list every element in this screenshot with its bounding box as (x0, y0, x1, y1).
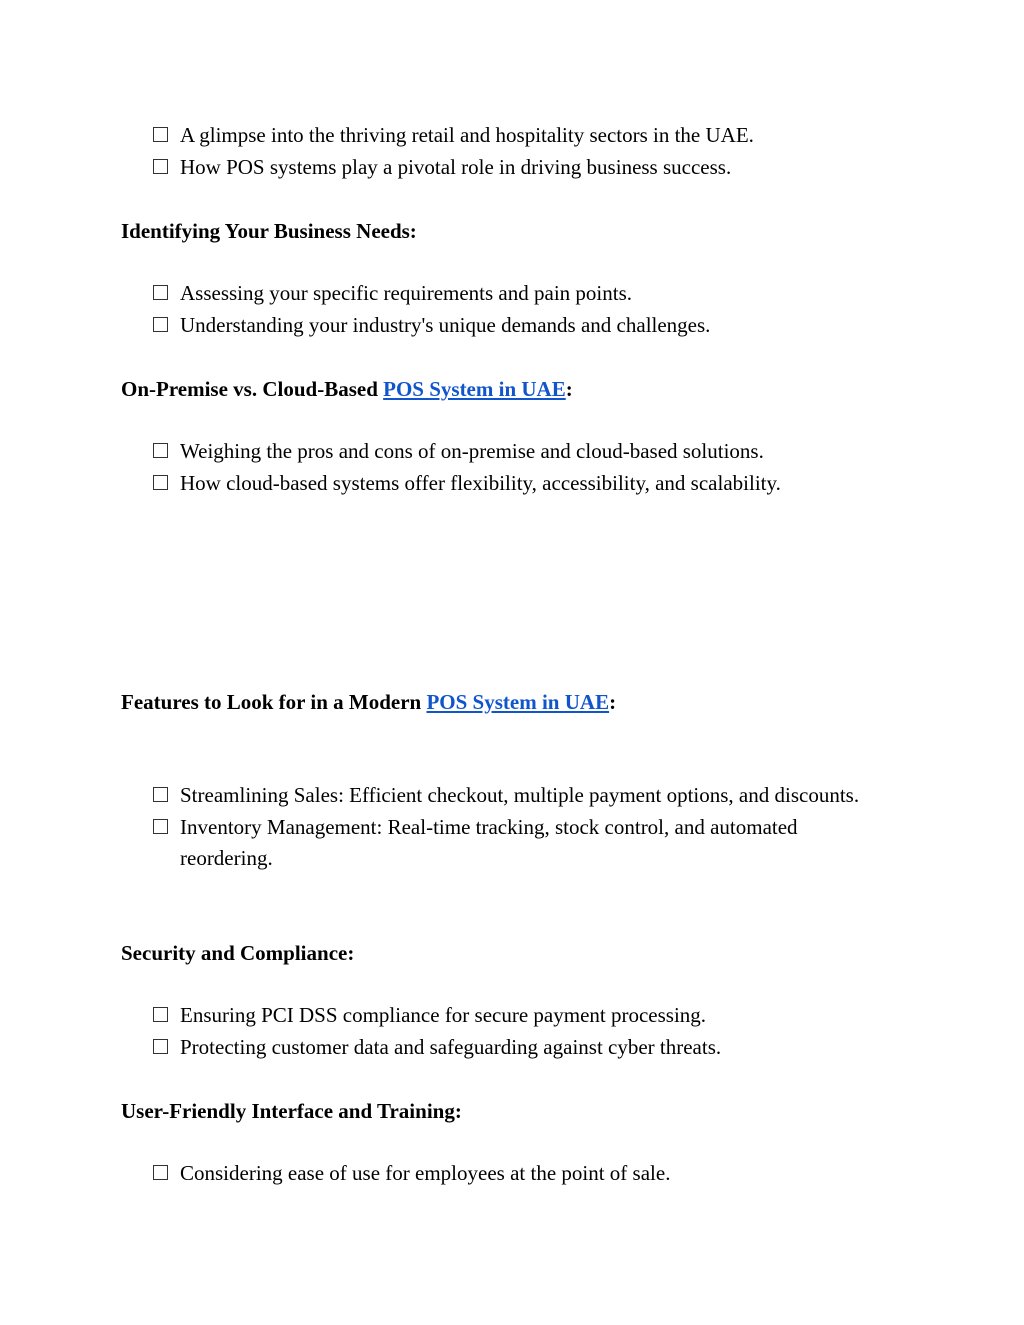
checkbox-icon (153, 127, 168, 142)
business-needs-checklist (152, 278, 892, 342)
heading-text: On-Premise vs. Cloud-Based (121, 377, 384, 401)
heading-colon: : (565, 377, 573, 401)
checkbox-icon (153, 317, 168, 332)
checkbox-icon (153, 285, 168, 300)
list-item-text: How cloud-based systems offer flexibility, accessibility, and scalability. (180, 471, 781, 495)
list-item (152, 1032, 892, 1063)
list-item-text: Considering ease of use for employees at the point of sale. (180, 1161, 671, 1185)
checkbox-icon (153, 159, 168, 174)
list-item-text: Ensuring PCI DSS compliance for secure payment processing. (180, 1003, 707, 1027)
list-item-text: Assessing your specific requirements and pain points. (180, 281, 632, 305)
list-item (152, 812, 892, 874)
list-item (152, 468, 892, 499)
checkbox-icon (153, 1039, 168, 1054)
list-item-text: Inventory Management: Real-time tracking, stock control, and automated reordering. (180, 815, 798, 870)
list-item-text: How POS systems play a pivotal role in driving business success. (180, 155, 732, 179)
checkbox-icon (153, 787, 168, 802)
checkbox-icon (153, 1007, 168, 1022)
list-item (152, 278, 892, 309)
list-item-text: Weighing the pros and cons of on-premise and cloud-based solutions. (180, 439, 764, 463)
on-premise-checklist (152, 436, 892, 500)
list-item (152, 310, 892, 341)
list-item-text: Understanding your industry's unique demands and challenges. (180, 313, 711, 337)
checkbox-icon (153, 475, 168, 490)
list-item (152, 436, 892, 467)
user-interface-checklist (152, 1158, 892, 1190)
list-item (152, 780, 892, 811)
list-item (152, 1000, 892, 1031)
list-item-text: Protecting customer data and safeguarding against cyber threats. (180, 1035, 722, 1059)
intro-checklist (152, 120, 892, 184)
checkbox-icon (153, 443, 168, 458)
features-checklist (152, 780, 892, 875)
list-item-text: A glimpse into the thriving retail and hospitality sectors in the UAE. (180, 123, 754, 147)
heading-user-friendly-interface: User-Friendly Interface and Training: (121, 1099, 462, 1123)
list-item (152, 152, 892, 183)
pos-system-link[interactable]: POS System in UAE (426, 690, 610, 714)
heading-features (121, 689, 616, 715)
pos-system-link[interactable]: POS System in UAE (383, 377, 566, 401)
heading-text: Features to Look for in a Modern (121, 690, 427, 714)
checkbox-icon (153, 819, 168, 834)
heading-on-premise-vs-cloud (121, 376, 573, 402)
security-checklist (152, 1000, 892, 1064)
list-item (152, 1158, 892, 1189)
list-item-text: Streamlining Sales: Efficient checkout, multiple payment options, and discounts. (180, 783, 860, 807)
list-item (152, 120, 892, 151)
heading-security-compliance: Security and Compliance: (121, 941, 355, 965)
heading-business-needs: Identifying Your Business Needs: (121, 219, 417, 243)
checkbox-icon (153, 1165, 168, 1180)
heading-colon: : (609, 690, 617, 714)
